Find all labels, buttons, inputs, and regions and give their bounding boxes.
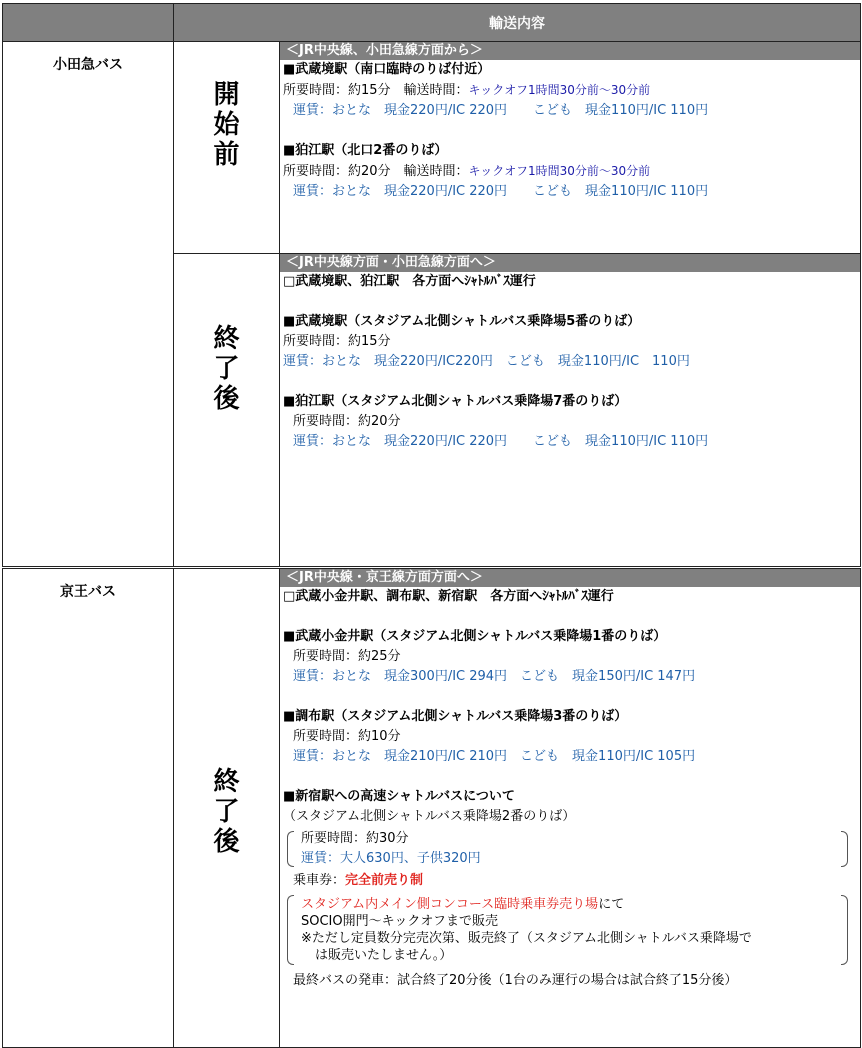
stop-time [283,161,856,182]
fare-bracket [287,829,848,869]
sale-note: ※ただし定員数分完売次第、販売終了（スタジアム北側シャトルバス乗降場で [301,931,752,946]
company-keio: 京王バス [3,568,174,1048]
stop-title: ■武蔵境駅（スタジアム北側シャトルバス乗降場5番のりば） [283,314,641,329]
last-bus: 最終バスの発車：試合終了20分後（1台のみ運行の場合は試合終了15分後） [293,973,738,988]
stop-title: ■狛江駅（スタジアム北側シャトルバス乗降場7番のりば） [283,394,628,409]
section-bar: ＜JR中央線方面・小田急線方面へ＞ [280,254,860,272]
phase-char: 終 [213,767,240,797]
header-row [3,4,861,42]
stop-fare: 運賃：おとな 現金210円/IC 210円 こども 現金110円/IC 105円 [293,749,696,764]
stop-time: 所要時間：約20分 [293,414,401,429]
phase-after [174,254,280,568]
sale-place-line [301,896,834,913]
time-label: 所要時間：約15分 輸送時間： [283,83,469,98]
time-label: 所要時間：約20分 輸送時間： [283,164,469,179]
stop-fare: 運賃：おとな 現金220円/IC 220円 こども 現金110円/IC 110円 [293,434,709,449]
ticket-value: 完全前売り制 [345,873,424,888]
odakyu-after-content [280,254,861,568]
stop-time: 所要時間：約15分 [283,334,391,349]
stop-title: ■狛江駅（北口2番のりば） [283,143,448,158]
transport-table [2,3,861,1048]
keio-row [3,568,861,1048]
section-bar: ＜JR中央線、小田急線方面から＞ [280,42,860,60]
company-odakyu: 小田急バス [3,42,174,568]
stop-title: ■武蔵境駅（南口臨時のりば付近） [283,62,491,77]
stop-subtitle: （スタジアム北側シャトルバス乗降場2番のりば） [283,809,576,824]
stop-fare: 運賃：大人630円、子供320円 [301,851,481,866]
time-value: キックオフ1時間30分前～30分前 [468,83,651,97]
header-blank-cell [3,4,174,42]
stop-title: ■新宿駅への高速シャトルバスについて [283,789,515,804]
phase-keio-after [174,568,280,1048]
section-bar: ＜JR中央線・京王線方面方面へ＞ [280,569,860,587]
phase-char: 後 [213,384,240,414]
sale-place: スタジアム内メイン側コンコース臨時乗車券売り場 [301,897,599,912]
stop-fare: 運賃：おとな 現金220円/IC220円 こども 現金110円/IC 110円 [283,354,690,369]
odakyu-before-content [280,42,861,254]
odakyu-before-row [3,42,861,254]
sale-note-cont: は販売いたしません。） [315,948,453,963]
section-intro: □武蔵小金井駅、調布駅、新宿駅 各方面へｼｬﾄﾙﾊﾞｽ運行 [283,589,614,604]
ticket-line [283,871,856,891]
sale-bracket [287,893,848,967]
stop-title: ■武蔵小金井駅（スタジアム北側シャトルバス乗降場1番のりば） [283,629,667,644]
phase-char: 了 [213,354,240,384]
phase-char: 了 [213,797,240,827]
stop-time: 所要時間：約25分 [293,649,401,664]
phase-char: 開 [213,80,240,110]
section-intro: □武蔵境駅、狛江駅 各方面へｼｬﾄﾙﾊﾞｽ運行 [283,274,536,289]
phase-char: 後 [213,827,240,857]
stop-fare: 運賃：おとな 現金220円/IC 220円 こども 現金110円/IC 110円 [293,103,709,118]
stop-time: 所要時間：約30分 [301,831,409,846]
time-value: キックオフ1時間30分前～30分前 [468,164,651,178]
stop-title: ■調布駅（スタジアム北側シャトルバス乗降場3番のりば） [283,709,628,724]
phase-before [174,42,280,254]
phase-char: 終 [213,324,240,354]
stop-time: 所要時間：約10分 [293,729,401,744]
sale-period: SOCIO開門～キックオフまで販売 [301,914,498,929]
phase-char: 前 [213,140,240,170]
stop-fare: 運賃：おとな 現金220円/IC 220円 こども 現金110円/IC 110円 [293,184,709,199]
header-title: 輸送内容 [174,4,861,42]
sale-place-suffix: にて [598,897,625,912]
keio-content [280,568,861,1048]
ticket-label: 乗車券： [293,873,346,888]
stop-time [283,80,856,101]
phase-char: 始 [213,110,240,140]
stop-fare: 運賃：おとな 現金300円/IC 294円 こども 現金150円/IC 147円 [293,669,696,684]
